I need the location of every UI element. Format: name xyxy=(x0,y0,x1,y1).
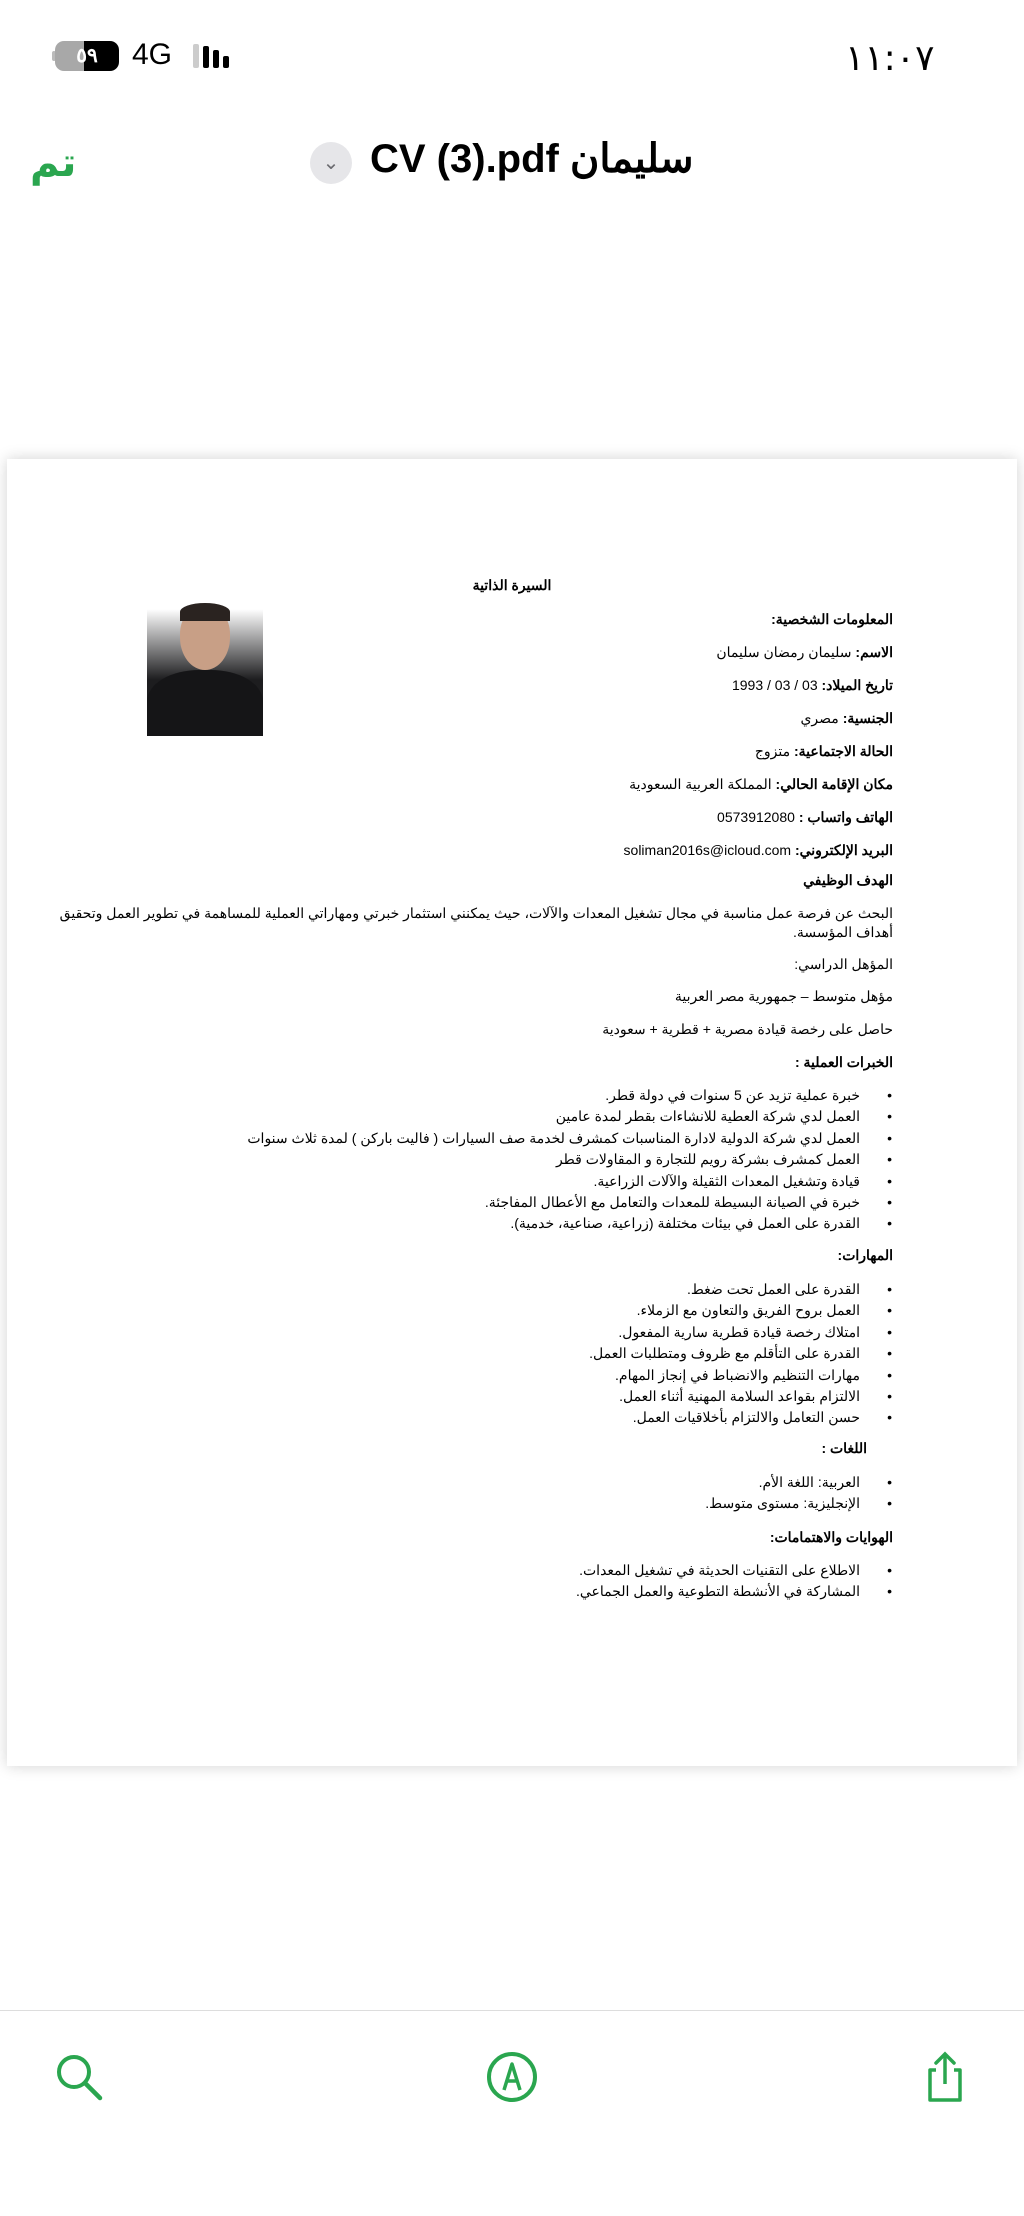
chevron-down-icon[interactable]: ⌄ xyxy=(310,142,352,184)
skill-item: • الالتزام بقواعد السلامة المهنية أثناء العمل. xyxy=(619,1388,860,1405)
hobby-item: • المشاركة في الأنشطة التطوعية والعمل الجماعي. xyxy=(576,1583,860,1600)
info-value: سليمان رمضان سليمان xyxy=(716,644,852,660)
experience-item: • قيادة وتشغيل المعدات الثقيلة والآلات الزراعية. xyxy=(594,1173,860,1190)
info-label: مكان الإقامة الحالي: xyxy=(775,776,893,792)
objective-heading: الهدف الوظيفي xyxy=(803,872,893,888)
profile-photo xyxy=(147,595,263,736)
cv-title: السيرة الذاتية xyxy=(472,577,552,593)
skill-item: • القدرة على التأقلم مع ظروف ومتطلبات العمل. xyxy=(589,1345,860,1362)
language-item: • الإنجليزية: مستوى متوسط. xyxy=(705,1495,860,1512)
experience-heading: الخبرات العملية : xyxy=(794,1054,893,1070)
pdf-page xyxy=(7,459,1017,1766)
info-value: مصري xyxy=(800,710,839,726)
education-heading: المؤهل الدراسي: xyxy=(794,956,893,972)
info-label: الهاتف واتساب : xyxy=(798,809,893,825)
info-label: الاسم: xyxy=(855,644,893,660)
info-value: 03 / 03 / 1993 xyxy=(731,677,818,693)
objective-text: البحث عن فرصة عمل مناسبة في مجال تشغيل المعدات والآلات، حيث يمكنني استثمار خبرتي ومهاراتي العملية للمساهمة في تطوير العمل وتحقيق xyxy=(59,905,893,921)
info-row xyxy=(800,710,893,727)
info-value: متزوج xyxy=(754,743,791,759)
skill-item: • العمل بروح الفريق والتعاون مع الزملاء. xyxy=(637,1302,860,1319)
signal-icon xyxy=(193,44,229,68)
share-icon[interactable] xyxy=(918,2050,972,2104)
info-value: soliman2016s@icloud.com xyxy=(623,842,792,858)
skill-item: • حسن التعامل والالتزام بأخلاقيات العمل. xyxy=(633,1409,860,1426)
skill-item: • القدرة على العمل تحت ضغط. xyxy=(687,1281,860,1298)
hobbies-heading: الهوايات والاهتمامات: xyxy=(769,1529,893,1545)
experience-item: • العمل لدي شركة الدولية لادارة المناسبات كمشرف لخدمة صف السيارات ( فاليت باركن ) لمدة ثلاث سنوات xyxy=(247,1130,860,1147)
language-item: • العربية: اللغة الأم. xyxy=(759,1474,860,1491)
objective-text-2: أهداف المؤسسة. xyxy=(792,924,893,940)
info-label: الجنسية: xyxy=(842,710,893,726)
personal-heading: المعلومات الشخصية: xyxy=(771,611,893,627)
info-value: 0573912080 xyxy=(717,809,795,825)
info-value: المملكة العربية السعودية xyxy=(629,776,772,792)
info-row xyxy=(755,743,893,760)
clock: ١١:٠٧ xyxy=(845,38,935,79)
skill-item: • مهارات التنظيم والانضباط في إنجاز المهام. xyxy=(615,1367,860,1384)
battery-indicator: ٥٩ xyxy=(55,41,119,71)
markup-icon[interactable] xyxy=(485,2050,539,2104)
search-icon[interactable] xyxy=(52,2050,106,2104)
experience-item: • العمل كمشرف بشركة رويم للتجارة و المقاولات قطر xyxy=(556,1151,860,1168)
info-label: الحالة الاجتماعية: xyxy=(794,743,893,759)
languages-heading: اللغات : xyxy=(821,1440,867,1456)
experience-item: • خبرة في الصيانة البسيطة للمعدات والتعامل مع الأعطال المفاجئة. xyxy=(485,1194,860,1211)
info-label: تاريخ الميلاد: xyxy=(821,677,893,693)
license: حاصل على رخصة قيادة مصرية + قطرية + سعودية xyxy=(602,1021,893,1037)
info-row xyxy=(732,677,893,694)
info-row xyxy=(717,809,893,826)
skill-item: • امتلاك رخصة قيادة قطرية سارية المفعول. xyxy=(618,1324,860,1341)
info-label: البريد الإلكتروني: xyxy=(794,842,893,858)
education: مؤهل متوسط – جمهورية مصر العربية xyxy=(674,988,893,1004)
network-type: 4G xyxy=(132,38,173,71)
experience-item: • خبرة عملية تزيد عن 5 سنوات في دولة قطر. xyxy=(605,1087,860,1104)
experience-item: • العمل لدي شركة العطية للانشاءات بقطر لمدة عامين xyxy=(556,1108,860,1125)
info-row xyxy=(624,842,893,859)
info-row xyxy=(629,776,893,793)
done-button[interactable]: تم xyxy=(30,140,77,186)
skills-heading: المهارات: xyxy=(837,1247,893,1263)
hobby-item: • الاطلاع على التقنيات الحديثة في تشغيل المعدات. xyxy=(579,1562,860,1579)
info-row xyxy=(716,644,893,661)
toolbar-divider xyxy=(0,2010,1024,2011)
experience-item: • القدرة على العمل في بيئات مختلفة (زراعية، صناعية، خدمية). xyxy=(510,1215,860,1232)
document-title[interactable]: سليمان CV (3).pdf xyxy=(370,137,694,181)
